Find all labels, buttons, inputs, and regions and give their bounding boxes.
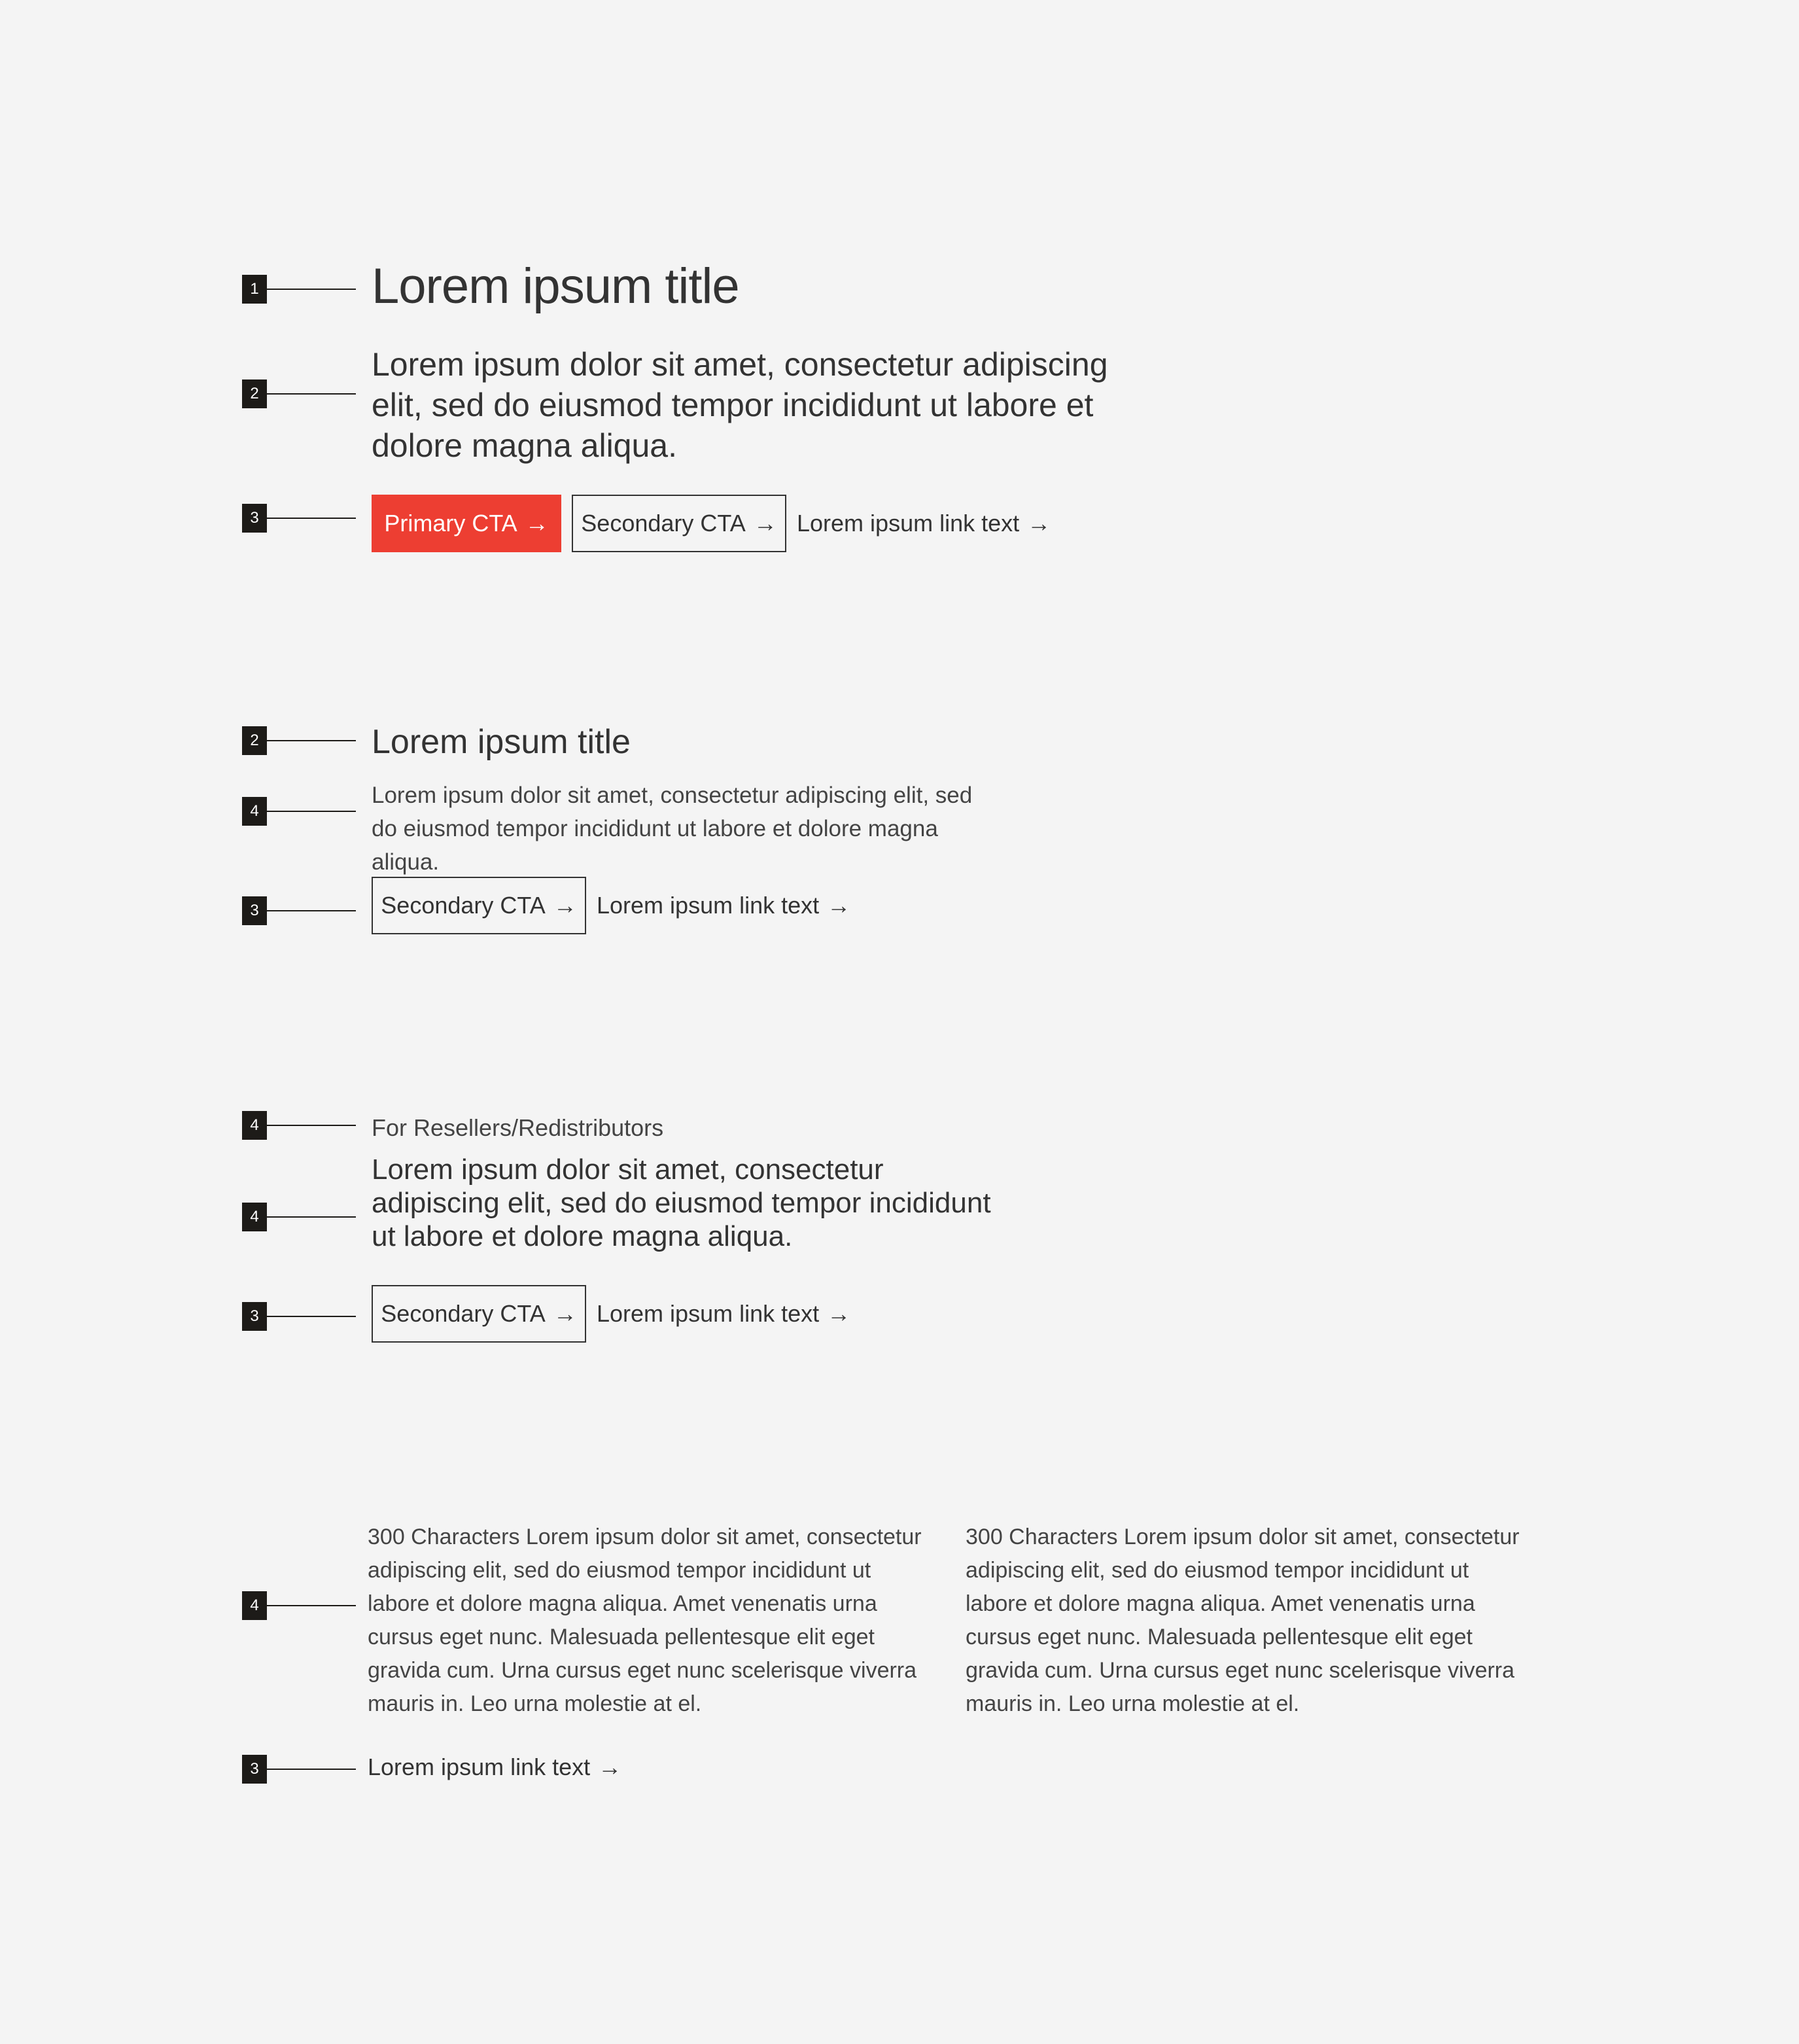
marker-leader-line — [267, 393, 356, 395]
arrow-right-icon: → — [553, 892, 577, 919]
text-link[interactable] — [797, 510, 1051, 537]
text-link-label: Lorem ipsum link text — [368, 1753, 591, 1780]
text-link[interactable] — [368, 1753, 621, 1781]
section-title: Lorem ipsum title — [372, 723, 631, 761]
body-column-left — [368, 1521, 924, 1721]
hero-title: Lorem ipsum title — [372, 258, 739, 314]
hero-lead-text: Lorem ipsum dolor sit amet, consectetur adipiscing elit, sed do eiusmod tempor incididunt ut labore et dolore magna aliqua. — [372, 346, 1108, 464]
marker-badge: 3 — [242, 896, 267, 925]
secondary-cta-label: Secondary CTA — [581, 510, 746, 537]
arrow-right-icon: → — [827, 1300, 851, 1327]
marker-leader-line — [267, 811, 356, 812]
secondary-cta-label: Secondary CTA — [381, 1300, 546, 1327]
secondary-cta-button[interactable] — [572, 495, 786, 552]
annotation-marker — [242, 1111, 356, 1140]
marker-leader-line — [267, 910, 356, 911]
secondary-cta-button[interactable] — [372, 1285, 586, 1343]
arrow-right-icon: → — [553, 1300, 577, 1327]
marker-badge: 4 — [242, 797, 267, 826]
text-link[interactable] — [597, 1300, 850, 1328]
arrow-right-icon: → — [598, 1753, 622, 1780]
primary-cta-button[interactable] — [372, 495, 561, 552]
section-2-body-block — [372, 779, 973, 879]
marker-leader-line — [267, 289, 356, 290]
marker-badge: 2 — [242, 379, 267, 408]
annotation-marker — [242, 1203, 356, 1231]
section-2-cta-row — [372, 877, 850, 934]
section-1-title-block — [372, 258, 739, 314]
annotation-marker — [242, 1591, 356, 1620]
marker-badge: 4 — [242, 1591, 267, 1620]
annotation-marker — [242, 504, 356, 533]
marker-leader-line — [267, 1769, 356, 1770]
section-3-eyebrow-block — [372, 1116, 663, 1140]
body-column-text: 300 Characters Lorem ipsum dolor sit amet, consectetur adipiscing elit, sed do eiusmod tempor incididunt ut labore et dolore magna aliqua. Amet venenatis urna cursus eget nunc. Malesuada pellentesque elit eget gravida cum. Urna cursus eget nunc scelerisque viverra mauris in. Leo urna molestie at el. — [966, 1524, 1520, 1716]
body-column-text: 300 Characters Lorem ipsum dolor sit amet, consectetur adipiscing elit, sed do eiusmod tempor incididunt ut labore et dolore magna aliqua. Amet venenatis urna cursus eget nunc. Malesuada pellentesque elit eget gravida cum. Urna cursus eget nunc scelerisque viverra mauris in. Leo urna molestie at el. — [368, 1524, 922, 1716]
arrow-right-icon: → — [525, 510, 549, 537]
marker-leader-line — [267, 518, 356, 519]
marker-badge: 3 — [242, 1302, 267, 1331]
annotation-marker — [242, 275, 356, 304]
marker-badge: 3 — [242, 1755, 267, 1784]
arrow-right-icon: → — [753, 510, 777, 537]
text-link-label: Lorem ipsum link text — [597, 892, 820, 919]
arrow-right-icon: → — [827, 892, 851, 919]
section-1-cta-row — [372, 495, 1051, 552]
marker-leader-line — [267, 1216, 356, 1218]
marker-leader-line — [267, 740, 356, 741]
section-lead-text: Lorem ipsum dolor sit amet, consectetur adipiscing elit, sed do eiusmod tempor incididunt ut labore et dolore magna aliqua. — [372, 1154, 991, 1252]
marker-badge: 4 — [242, 1203, 267, 1231]
secondary-cta-label: Secondary CTA — [381, 892, 546, 919]
annotation-marker — [242, 379, 356, 408]
section-body-text: Lorem ipsum dolor sit amet, consectetur adipiscing elit, sed do eiusmod tempor incididunt ut labore et dolore magna aliqua. — [372, 783, 973, 875]
marker-leader-line — [267, 1316, 356, 1317]
text-link[interactable] — [597, 892, 850, 919]
marker-badge: 2 — [242, 726, 267, 755]
eyebrow-text: For Resellers/Redistributors — [372, 1114, 664, 1141]
arrow-right-icon: → — [1027, 510, 1051, 537]
marker-leader-line — [267, 1605, 356, 1606]
section-3-cta-row — [372, 1285, 850, 1343]
annotation-marker — [242, 726, 356, 755]
section-2-title-block — [372, 725, 631, 759]
marker-badge: 1 — [242, 275, 267, 304]
annotation-marker — [242, 1755, 356, 1784]
marker-leader-line — [267, 1125, 356, 1126]
annotation-marker — [242, 896, 356, 925]
primary-cta-label: Primary CTA — [384, 510, 517, 537]
section-3-lead-block — [372, 1153, 1013, 1253]
secondary-cta-button[interactable] — [372, 877, 586, 934]
body-column-right — [966, 1521, 1528, 1721]
annotation-marker — [242, 797, 356, 826]
text-link-label: Lorem ipsum link text — [597, 1300, 820, 1327]
section-4-link-row — [368, 1753, 621, 1781]
marker-badge: 4 — [242, 1111, 267, 1140]
section-1-lead-block — [372, 344, 1144, 466]
annotation-marker — [242, 1302, 356, 1331]
marker-badge: 3 — [242, 504, 267, 533]
text-link-label: Lorem ipsum link text — [797, 510, 1020, 537]
